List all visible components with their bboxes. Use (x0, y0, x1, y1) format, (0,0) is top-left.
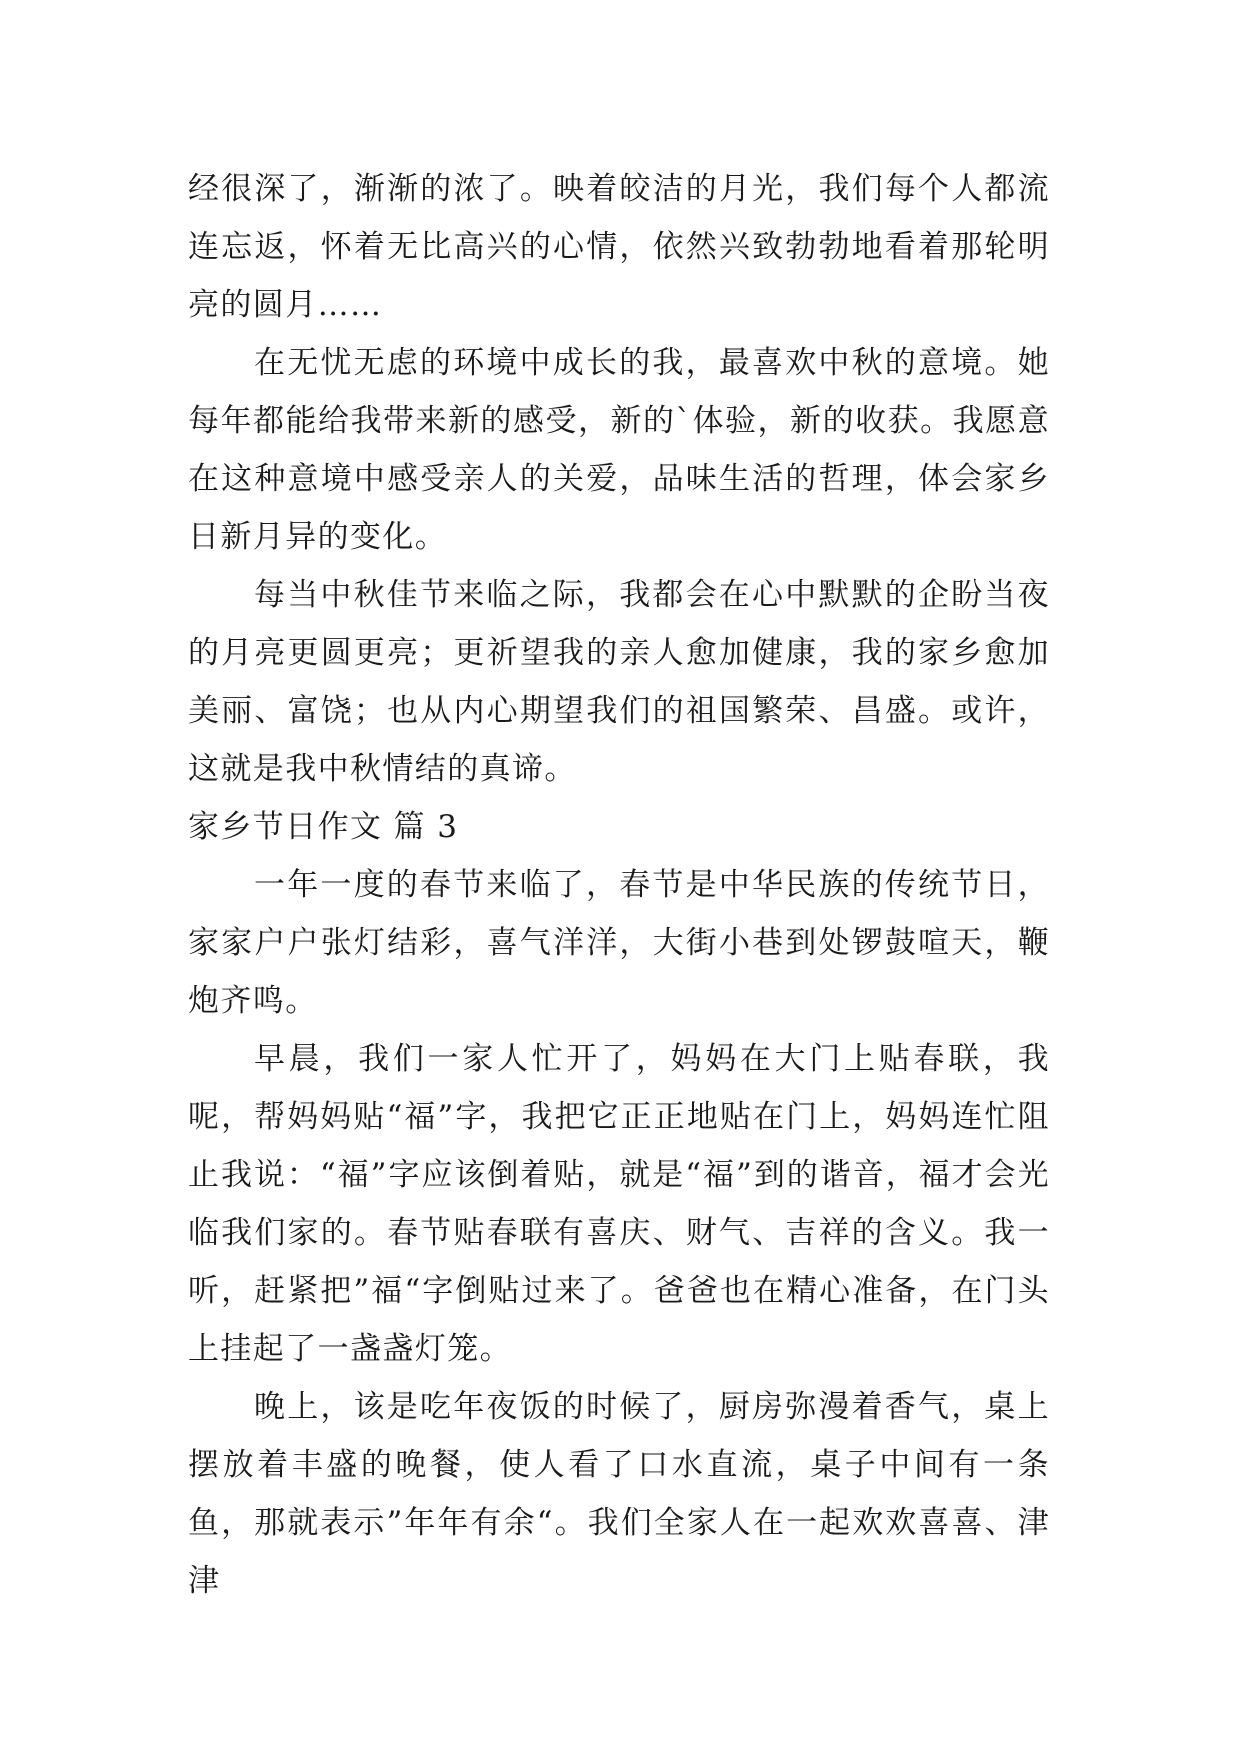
section-heading: 家乡节日作文 篇 3 (188, 809, 459, 845)
paragraph-mid-autumn-wish: 每当中秋佳节来临之际，我都会在心中默默的企盼当夜的月亮更圆更亮；更祈望我的亲人愈加健康，我的家乡愈加美丽、富饶；也从内心期望我们的祖国繁荣、昌盛。或许，这就是我中秋情结的真谛。 (188, 577, 1050, 787)
paragraph-new-year-eve-dinner: 晚上，该是吃年夜饭的时候了，厨房弥漫着香气，桌上摆放着丰盛的晚餐，使人看了口水直流，桌子中间有一条鱼，那就表示”年年有余“。我们全家人在一起欢欢喜喜、津津 (188, 1389, 1050, 1599)
paragraph-morning-couplets: 早晨，我们一家人忙开了，妈妈在大门上贴春联，我呢，帮妈妈贴“福”字，我把它正正地贴在门上，妈妈连忙阻止我说：“福”字应该倒着贴，就是“福”到的谐音，福才会光临我们家的。春节贴春联有喜庆、财气、吉祥的含义。我一听，赶紧把”福“字倒贴过来了。爸爸也在精心准备，在门头上挂起了一盏盏灯笼。 (188, 1041, 1050, 1367)
paragraph-spring-festival-intro: 一年一度的春节来临了，春节是中华民族的传统节日，家家户户张灯结彩，喜气洋洋，大街小巷到处锣鼓喧天，鞭炮齐鸣。 (188, 867, 1050, 1019)
document-body (188, 160, 1050, 1610)
paragraph-continued: 经很深了，渐渐的浓了。映着皎洁的月光，我们每个人都流连忘返，怀着无比高兴的心情，依然兴致勃勃地看着那轮明亮的圆月…… (188, 171, 1050, 323)
paragraph-mid-autumn-mood: 在无忧无虑的环境中成长的我，最喜欢中秋的意境。她每年都能给我带来新的感受，新的`体验，新的收获。我愿意在这种意境中感受亲人的关爱，品味生活的哲理，体会家乡日新月异的变化。 (188, 345, 1050, 555)
